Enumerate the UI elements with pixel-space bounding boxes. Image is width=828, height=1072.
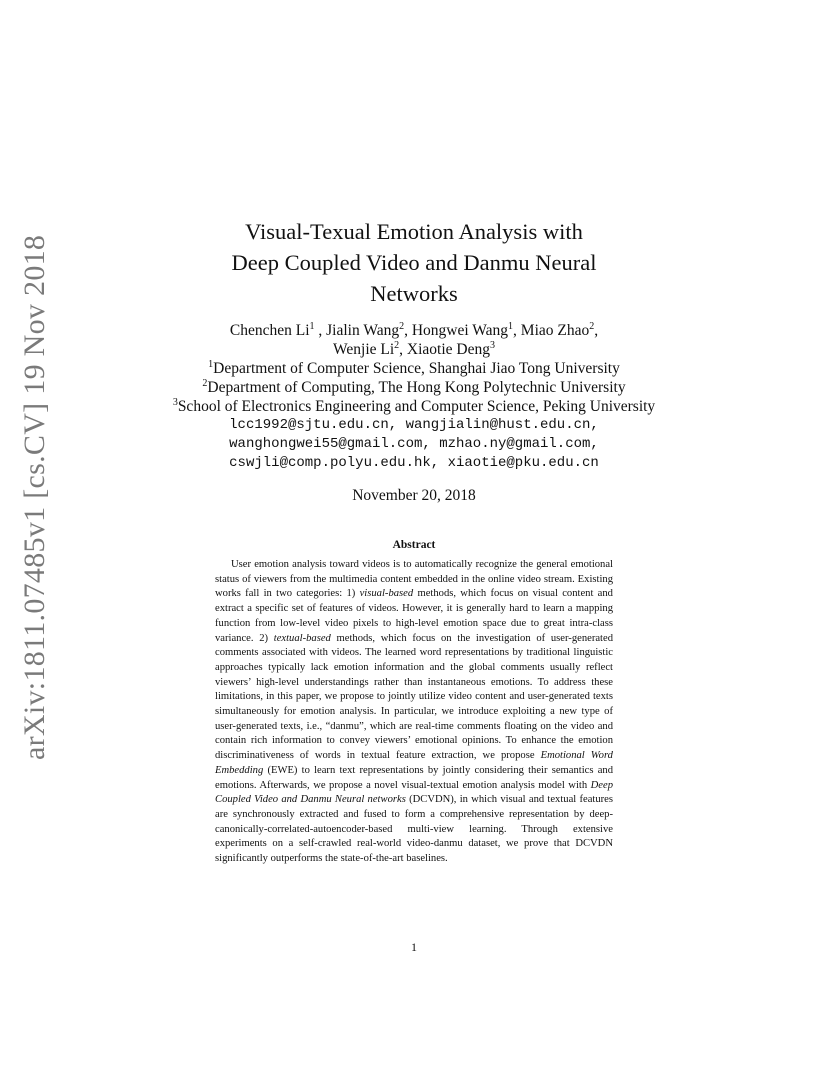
email-line: lcc1992@sjtu.edu.cn, wangjialin@hust.edu.cn, [229, 417, 599, 433]
abstract-emphasis: visual-based [359, 588, 414, 600]
title-line: Deep Coupled Video and Danmu Neural [231, 250, 597, 275]
author-name: , Hongwei Wang [404, 322, 509, 339]
abstract-heading: Abstract [392, 539, 436, 551]
affiliation-marker: 3 [172, 397, 178, 408]
affiliation-line [0, 378, 828, 397]
author-name: , Miao Zhao [513, 322, 590, 339]
author-line [0, 340, 828, 359]
affiliation-marker: 3 [490, 340, 495, 351]
affiliation-marker: 2 [394, 340, 400, 351]
affiliation-marker: 2 [399, 321, 405, 332]
abstract-text: User emotion analysis toward videos is to automatically recognize the general emotional status of viewers from the multimedia content embedded in the online video stream. Existing works fall in two categories: 1) [215, 559, 613, 600]
publication-date: November 20, 2018 [352, 487, 476, 504]
affiliation-text: Department of Computer Science, Shanghai Jiao Tong University [213, 360, 620, 377]
arxiv-identifier: arXiv:1811.07485v1 [cs.CV] 19 Nov 2018 [18, 234, 51, 760]
email-line: wanghongwei55@gmail.com, mzhao.ny@gmail.com, [229, 436, 599, 452]
affiliation-text: Department of Computing, The Hong Kong Polytechnic University [207, 379, 626, 396]
abstract-text: (EWE) to learn text representations by jointly considering their semantics and emotions. Afterwards, we propose a novel visual-textual emotion analysis model with [215, 764, 613, 791]
affiliation-line [0, 359, 828, 378]
affiliation-text: School of Electronics Engineering and Computer Science, Peking University [177, 398, 656, 415]
abstract-emphasis: Emotional Word Embedding [215, 750, 613, 776]
author-name: , Xiaotie Deng [399, 341, 490, 358]
affiliation-marker: 2 [589, 321, 595, 332]
author-separator: , [594, 322, 599, 339]
paper-title [0, 216, 828, 309]
abstract-emphasis: textual-based [273, 632, 331, 644]
affiliation-line [0, 397, 828, 416]
author-block [0, 321, 828, 473]
page-number: 1 [411, 940, 417, 954]
affiliation-marker: 1 [508, 321, 514, 332]
affiliation-marker: 1 [208, 359, 214, 370]
abstract-text: (DCVDN), in which visual and textual features are synchronously extracted and fused to form a comprehensive representation by deep-canonically-correlated-autoencoder-based multi-view learning. Through extensive experiments on a self-crawled real-world video-danmu dataset, we prove that DCVDN significantly outperforms the state-of-the-art baselines. [215, 794, 614, 865]
title-line: Visual-Texual Emotion Analysis with [245, 219, 583, 244]
affiliation-marker: 1 [309, 321, 315, 332]
abstract-text: methods, which focus on visual content and extract a specific set of features of videos. However, it is generally hard to learn a mapping function from low-level video pixels to high-level emotion space due to great intra-class variance. 2) [215, 588, 613, 644]
title-line: Networks [370, 281, 458, 306]
affiliation-marker: 2 [202, 378, 208, 389]
author-name: Wenjie Li [333, 341, 395, 358]
author-name: , Jialin Wang [314, 322, 400, 339]
author-line [0, 321, 828, 340]
author-name: Chenchen Li [229, 322, 310, 339]
abstract-emphasis: Deep Coupled Video and Danmu Neural networks [215, 779, 613, 806]
abstract-text: methods, which focus on the investigation of user-generated comments associated with videos. The learned word representations by traditional linguistic approaches typically lack emotion information and the global comments usually reflect viewers’ high-level understandings rather than instantaneous emotions. To address these limitations, in this paper, we propose to jointly utilize video content and user-generated texts simultaneously for emotion analysis. In particular, we introduce exploiting a new type of user-generated texts, i.e., “danmu”, which are real-time comments floating on the video and contain rich information to convey viewers’ emotional opinions. To enhance the emotion discriminativeness of words in textual feature extraction, we propose [215, 632, 613, 762]
abstract-body [215, 558, 613, 867]
email-line: cswjli@comp.polyu.edu.hk, xiaotie@pku.edu.cn [229, 455, 599, 471]
abstract-paragraph [215, 558, 613, 867]
